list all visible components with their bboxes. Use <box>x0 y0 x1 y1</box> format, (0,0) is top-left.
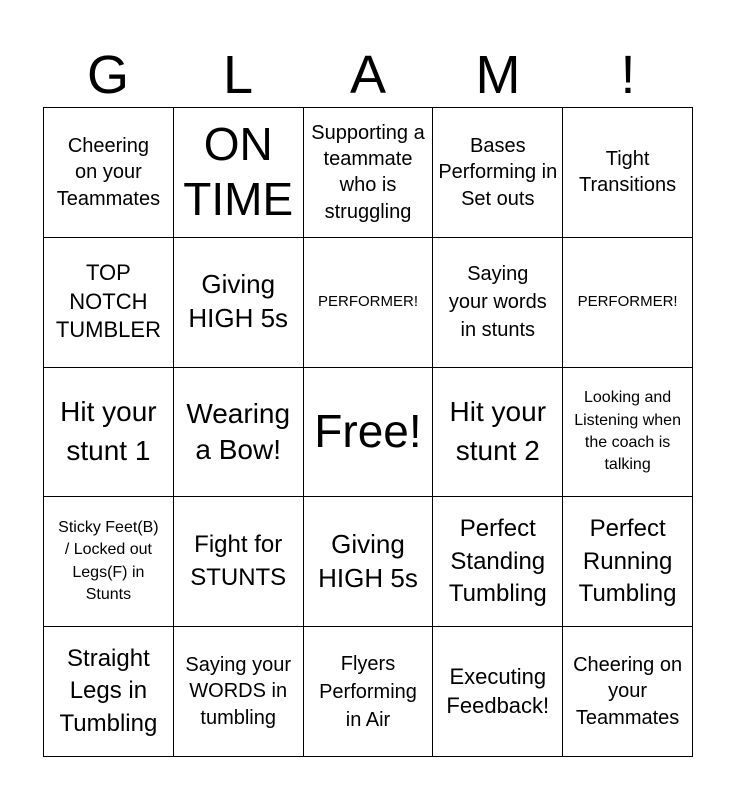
bingo-cell[interactable] <box>304 108 434 238</box>
title-letter-l: L <box>222 45 254 105</box>
bingo-cell[interactable] <box>563 108 693 238</box>
cell-text: Cheering on your Teammates <box>56 134 161 210</box>
cell-text: Cheering on your Teammates <box>573 654 683 729</box>
bingo-cell[interactable] <box>44 238 174 368</box>
cell-text: Hit your stunt 1 <box>60 396 157 466</box>
bingo-cell[interactable] <box>174 627 304 757</box>
cell-text: PERFORMER! <box>577 293 678 311</box>
bingo-cell[interactable] <box>44 627 174 757</box>
cell-text: Tight Transitions <box>579 148 677 197</box>
bingo-cell[interactable] <box>433 497 563 627</box>
bingo-cell[interactable] <box>304 627 434 757</box>
bingo-cell[interactable] <box>433 238 563 368</box>
bingo-cell[interactable] <box>563 497 693 627</box>
bingo-cell[interactable] <box>44 108 174 238</box>
bingo-title <box>43 44 693 106</box>
cell-text: PERFORMER! <box>317 293 418 311</box>
bingo-cell[interactable] <box>44 368 174 498</box>
bingo-cell[interactable] <box>563 627 693 757</box>
cell-text: Wearing a Bow! <box>186 397 291 465</box>
bingo-cell[interactable] <box>174 497 304 627</box>
cell-text: Looking and Listening when the coach is talking <box>574 389 681 474</box>
cell-text: Perfect Running Tumbling <box>578 515 677 607</box>
bingo-cell[interactable] <box>44 497 174 627</box>
bingo-cell[interactable] <box>433 627 563 757</box>
bingo-cell[interactable] <box>433 108 563 238</box>
cell-text: Executing Feedback! <box>446 664 550 718</box>
bingo-cell-free[interactable] <box>304 368 434 498</box>
cell-text: Straight Legs in Tumbling <box>59 645 158 737</box>
title-letter-exclamation: ! <box>620 45 636 105</box>
bingo-cell[interactable] <box>174 368 304 498</box>
cell-text: Sticky Feet(B) / Locked out Legs(F) in Stunts <box>58 519 159 604</box>
bingo-cell[interactable] <box>304 238 434 368</box>
cell-text: Fight for STUNTS <box>190 531 287 591</box>
cell-text: ON TIME <box>183 118 294 226</box>
bingo-cell[interactable] <box>174 238 304 368</box>
title-letter-g: G <box>86 45 129 105</box>
bingo-cell[interactable] <box>563 368 693 498</box>
cell-text: Supporting a teammate who is struggling <box>311 121 425 223</box>
cell-text: Saying your WORDS in tumbling <box>185 654 291 729</box>
bingo-cell[interactable] <box>304 497 434 627</box>
cell-text: Giving HIGH 5s <box>188 269 289 334</box>
bingo-board <box>43 107 693 757</box>
bingo-cell[interactable] <box>433 368 563 498</box>
title-letter-a: A <box>349 45 387 105</box>
bingo-cell[interactable] <box>174 108 304 238</box>
cell-text: Saying your words in stunts <box>448 263 547 342</box>
cell-text: Flyers Performing in Air <box>319 652 417 731</box>
cell-text: Hit your stunt 2 <box>449 396 547 466</box>
cell-text: Perfect Standing Tumbling <box>448 515 547 607</box>
cell-text: Free! <box>314 405 422 458</box>
title-letter-m: M <box>475 45 521 105</box>
cell-text: Bases Performing in Set outs <box>438 134 558 210</box>
cell-text: Giving HIGH 5s <box>318 528 418 593</box>
cell-text: TOP NOTCH TUMBLER <box>55 260 161 343</box>
bingo-cell[interactable] <box>563 238 693 368</box>
